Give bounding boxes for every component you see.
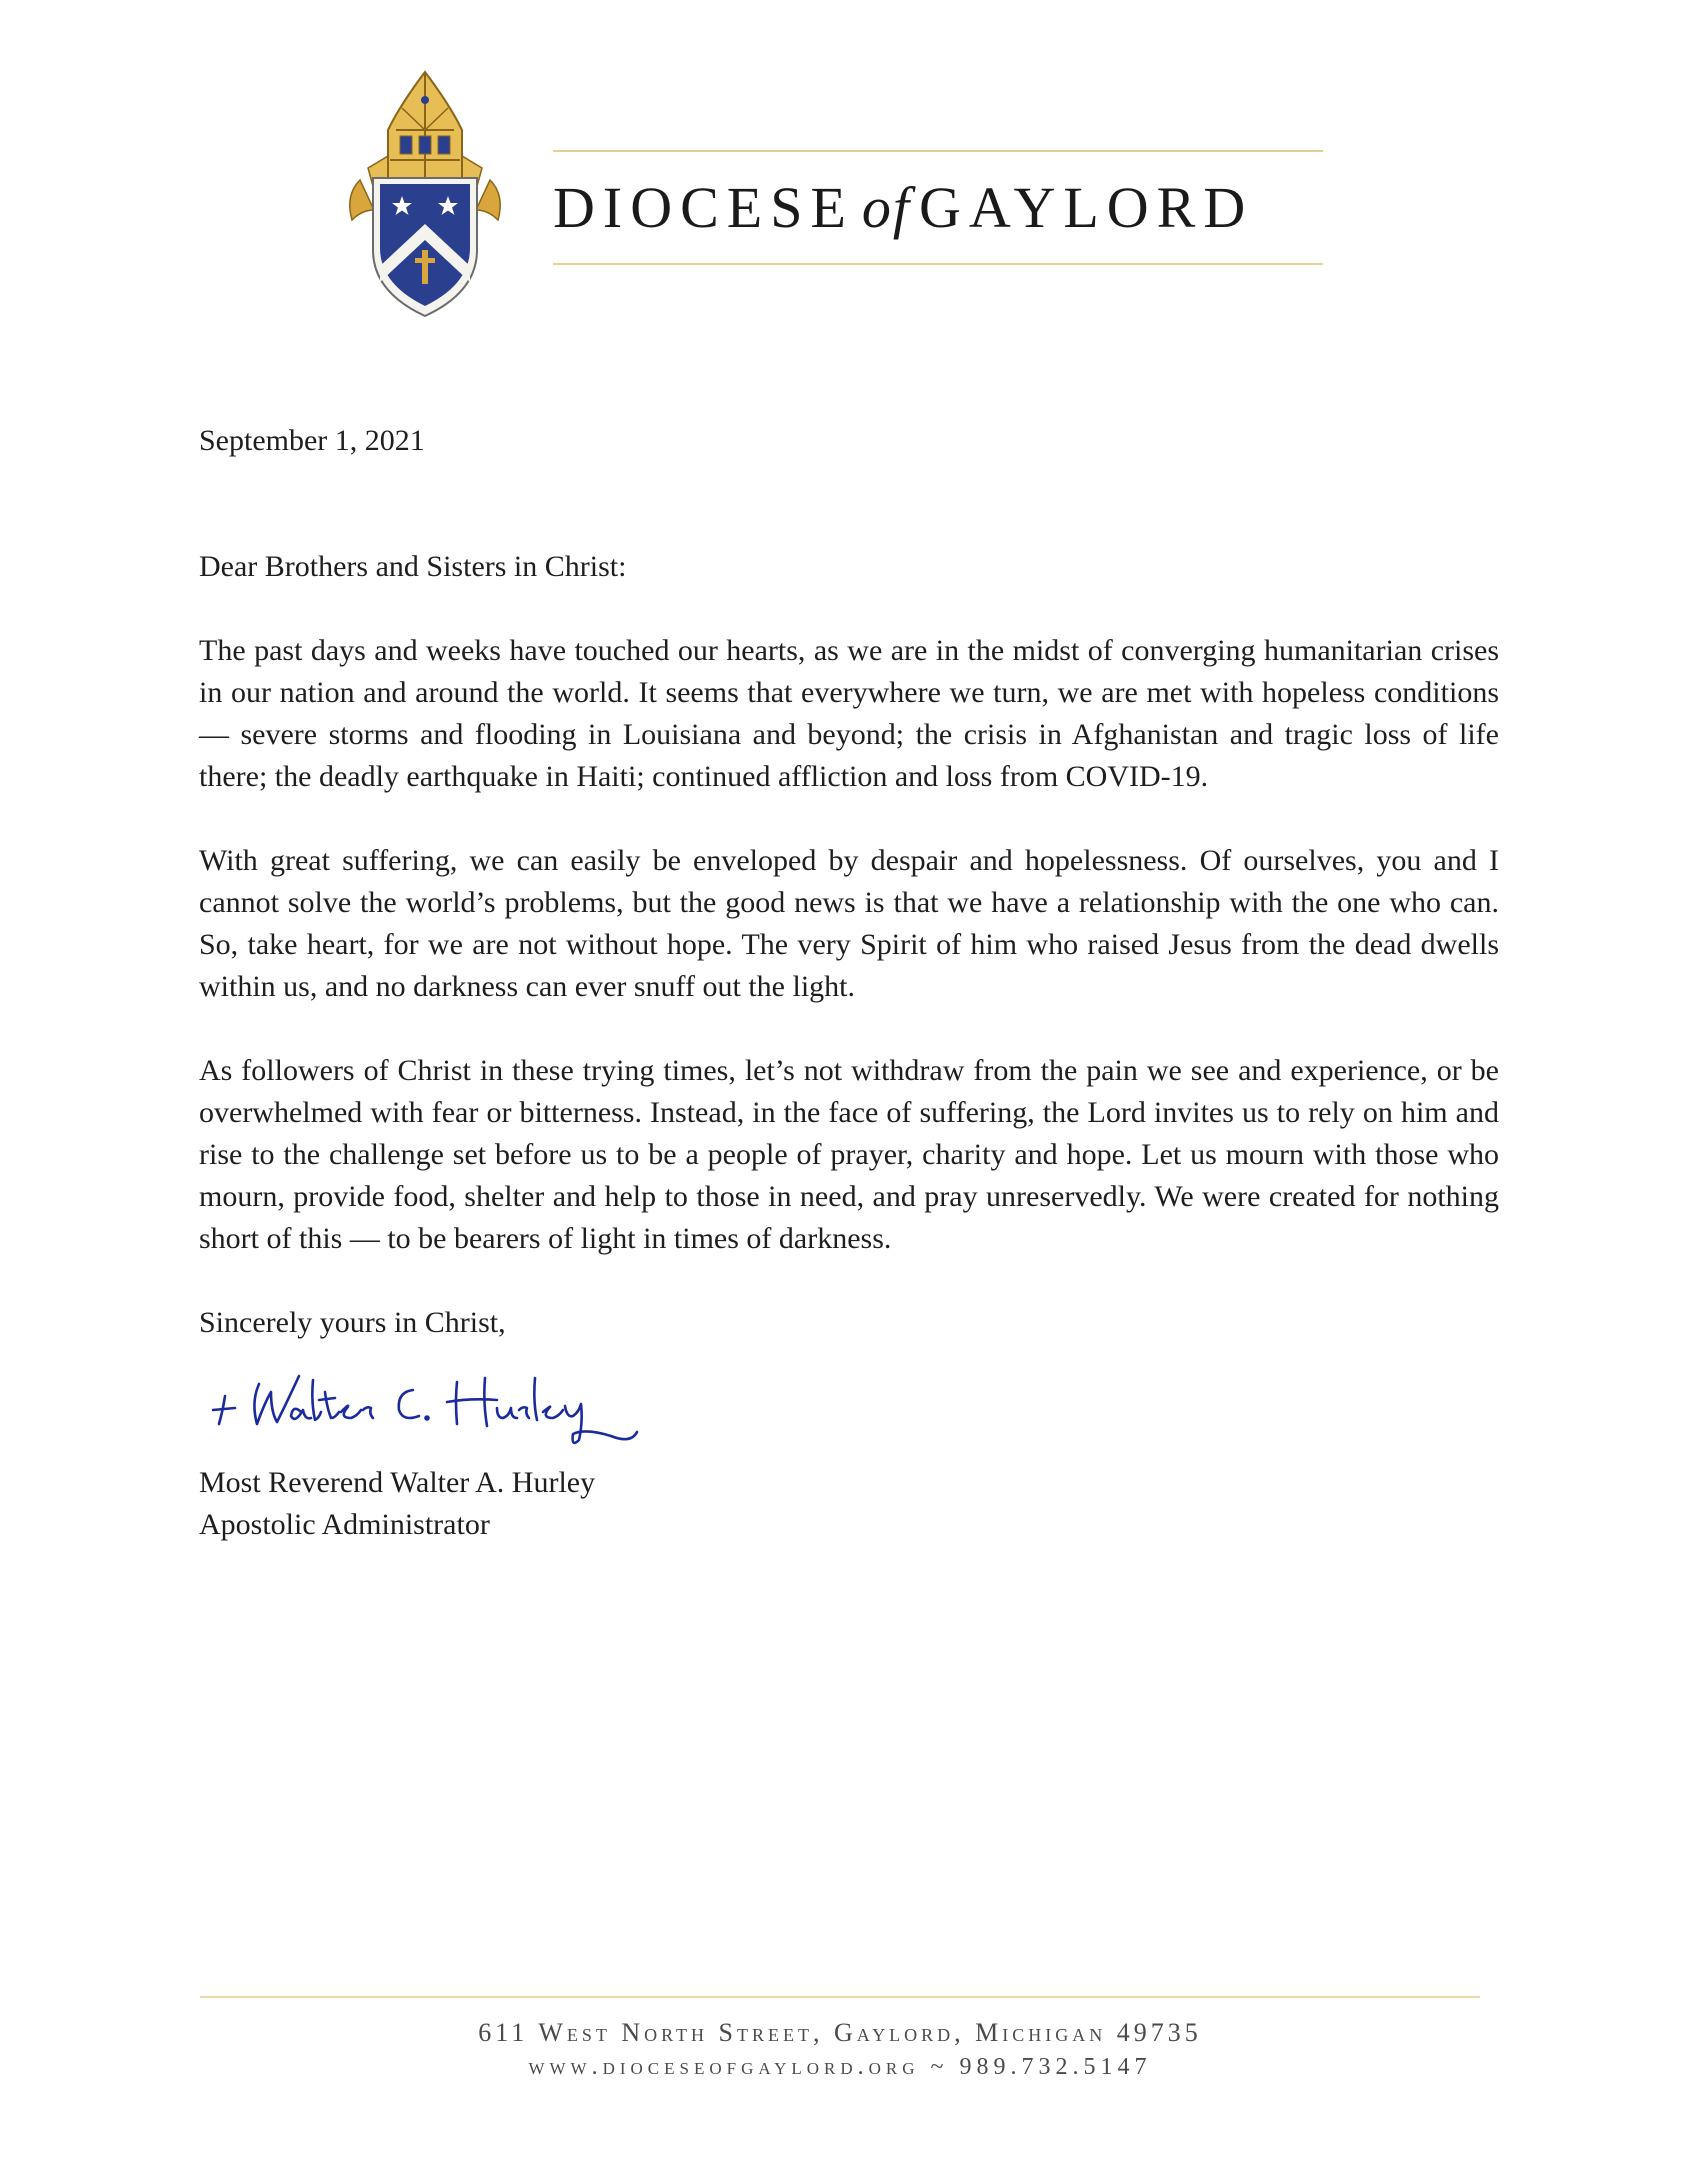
- diocese-name-of: of: [861, 175, 912, 240]
- signer-title: Apostolic Administrator: [199, 1508, 490, 1541]
- letterhead-rule-top: [553, 150, 1323, 152]
- letter-footer: [200, 1996, 1480, 2126]
- letter-date: September 1, 2021: [199, 424, 425, 457]
- letterhead-rule-bottom: [553, 263, 1323, 265]
- letter-paragraph-1: The past days and weeks have touched our hearts, as we are in the midst of converging humanitarian crises in our nation and around the world. It seems that everywhere we turn, we are met with hopeless conditions — severe storms and flooding in Louisiana and beyond; the crisis in Afghanistan and tragic loss of life there; the deadly earthquake in Haiti; continued affliction and loss from COVID-19.: [199, 634, 1499, 793]
- letter-paragraph-3: As followers of Christ in these trying times, let’s not withdraw from the pain we see and experience, or be overwhelmed with fear or bitterness. Instead, in the face of suffering, the Lord invites us to rely on him and rise to the challenge set before us to be a people of prayer, charity and hope. Let us mourn with those who mourn, provide food, shelter and help to those in need, and pray unreservedly. We were created for nothing short of this — to be bearers of light in times of darkness.: [199, 1054, 1499, 1255]
- letter-salutation: Dear Brothers and Sisters in Christ:: [199, 550, 627, 583]
- footer-contact: www.dioceseofgaylord.org ~ 989.732.5147: [528, 2054, 1152, 2080]
- diocese-name-word-1: DIOCESE: [553, 175, 854, 240]
- signer-name: Most Reverend Walter A. Hurley: [199, 1466, 596, 1499]
- diocese-name: [553, 168, 1323, 248]
- letterhead: [340, 60, 1340, 330]
- letter-closing: Sincerely yours in Christ,: [199, 1306, 506, 1339]
- footer-rule: [200, 1996, 1480, 1998]
- letter-body: [199, 420, 1499, 1546]
- diocese-name-word-2: GAYLORD: [919, 175, 1254, 240]
- footer-address: 611 West North Street, Gaylord, Michigan 49735: [478, 2018, 1202, 2047]
- diocese-name-block: [553, 150, 1323, 265]
- letter-paragraph-2: With great suffering, we can easily be enveloped by despair and hopelessness. Of ourselves, you and I cannot solve the world’s problems, but the good news is that we have a relationship with the one who can. So, take heart, for we are not without hope. The very Spirit of him who raised Jesus from the dead dwells within us, and no darkness can ever snuff out the light.: [199, 844, 1499, 1003]
- handwritten-signature: [201, 1362, 651, 1452]
- diocesan-coat-of-arms-icon: [340, 60, 510, 320]
